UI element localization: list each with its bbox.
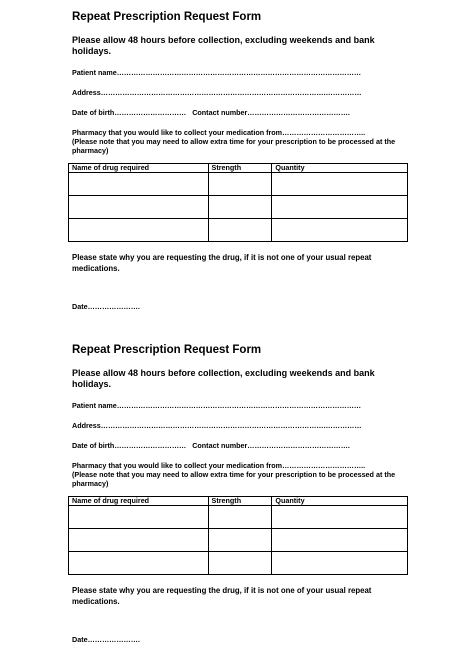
quantity-cell[interactable] xyxy=(272,173,408,196)
drug-name-cell[interactable] xyxy=(69,173,209,196)
date-of-birth-field[interactable]: Date of birth………………………… xyxy=(72,441,187,450)
drug-name-cell[interactable] xyxy=(69,196,209,219)
patient-name-field[interactable]: Patient name………………………………………………………………………………………… xyxy=(72,68,362,77)
quantity-cell[interactable] xyxy=(272,219,408,242)
table-row xyxy=(69,173,408,196)
column-header-quantity: Quantity xyxy=(272,164,408,173)
dob-contact-row xyxy=(72,108,408,117)
strength-cell[interactable] xyxy=(208,219,272,242)
quantity-cell[interactable] xyxy=(272,529,408,552)
prescription-form-2 xyxy=(72,343,408,644)
table-header-row xyxy=(69,164,408,173)
quantity-cell[interactable] xyxy=(272,196,408,219)
date-field[interactable]: Date…………………. xyxy=(72,302,140,311)
table-row xyxy=(69,529,408,552)
reason-prompt: Please state why you are requesting the drug, if it is not one of your usual repeat medications. xyxy=(72,253,372,273)
collection-notice: Please allow 48 hours before collection, excluding weekends and bank holidays. xyxy=(72,368,375,389)
reason-prompt: Please state why you are requesting the drug, if it is not one of your usual repeat medications. xyxy=(72,586,372,606)
table-row xyxy=(69,196,408,219)
pharmacy-section xyxy=(72,128,408,155)
pharmacy-field[interactable]: Pharmacy that you would like to collect your medication from…………………………….. xyxy=(72,461,366,470)
drug-name-cell[interactable] xyxy=(69,506,209,529)
drug-name-cell[interactable] xyxy=(69,529,209,552)
pharmacy-section xyxy=(72,461,408,488)
address-field[interactable]: Address………………………………………………………………………………….…………… xyxy=(72,421,362,430)
column-header-drug-name: Name of drug required xyxy=(69,164,209,173)
column-header-strength: Strength xyxy=(208,497,272,506)
strength-cell[interactable] xyxy=(208,506,272,529)
date-field[interactable]: Date…………………. xyxy=(72,635,140,644)
drug-table xyxy=(68,163,408,242)
contact-number-field[interactable]: Contact number……………………………………. xyxy=(192,108,350,117)
pharmacy-note: (Please note that you may need to allow extra time for your prescription to be processed at the pharmacy) xyxy=(72,137,396,155)
table-header-row xyxy=(69,497,408,506)
form-title: Repeat Prescription Request Form xyxy=(72,11,262,23)
date-of-birth-field[interactable]: Date of birth………………………… xyxy=(72,108,187,117)
quantity-cell[interactable] xyxy=(272,552,408,575)
prescription-form-1 xyxy=(72,10,408,311)
table-row xyxy=(69,219,408,242)
strength-cell[interactable] xyxy=(208,173,272,196)
table-row xyxy=(69,552,408,575)
table-row xyxy=(69,506,408,529)
drug-name-cell[interactable] xyxy=(69,552,209,575)
form-title: Repeat Prescription Request Form xyxy=(72,344,262,356)
drug-name-cell[interactable] xyxy=(69,219,209,242)
strength-cell[interactable] xyxy=(208,529,272,552)
address-field[interactable]: Address………………………………………………………………………………….…………… xyxy=(72,88,362,97)
collection-notice: Please allow 48 hours before collection, excluding weekends and bank holidays. xyxy=(72,35,375,56)
pharmacy-field[interactable]: Pharmacy that you would like to collect your medication from…………………………….. xyxy=(72,128,366,137)
patient-name-field[interactable]: Patient name………………………………………………………………………………………… xyxy=(72,401,362,410)
column-header-drug-name: Name of drug required xyxy=(69,497,209,506)
dob-contact-row xyxy=(72,441,408,450)
column-header-quantity: Quantity xyxy=(272,497,408,506)
contact-number-field[interactable]: Contact number……………………………………. xyxy=(192,441,350,450)
quantity-cell[interactable] xyxy=(272,506,408,529)
drug-table xyxy=(68,496,408,575)
column-header-strength: Strength xyxy=(208,164,272,173)
pharmacy-note: (Please note that you may need to allow extra time for your prescription to be processed at the pharmacy) xyxy=(72,470,396,488)
strength-cell[interactable] xyxy=(208,552,272,575)
strength-cell[interactable] xyxy=(208,196,272,219)
